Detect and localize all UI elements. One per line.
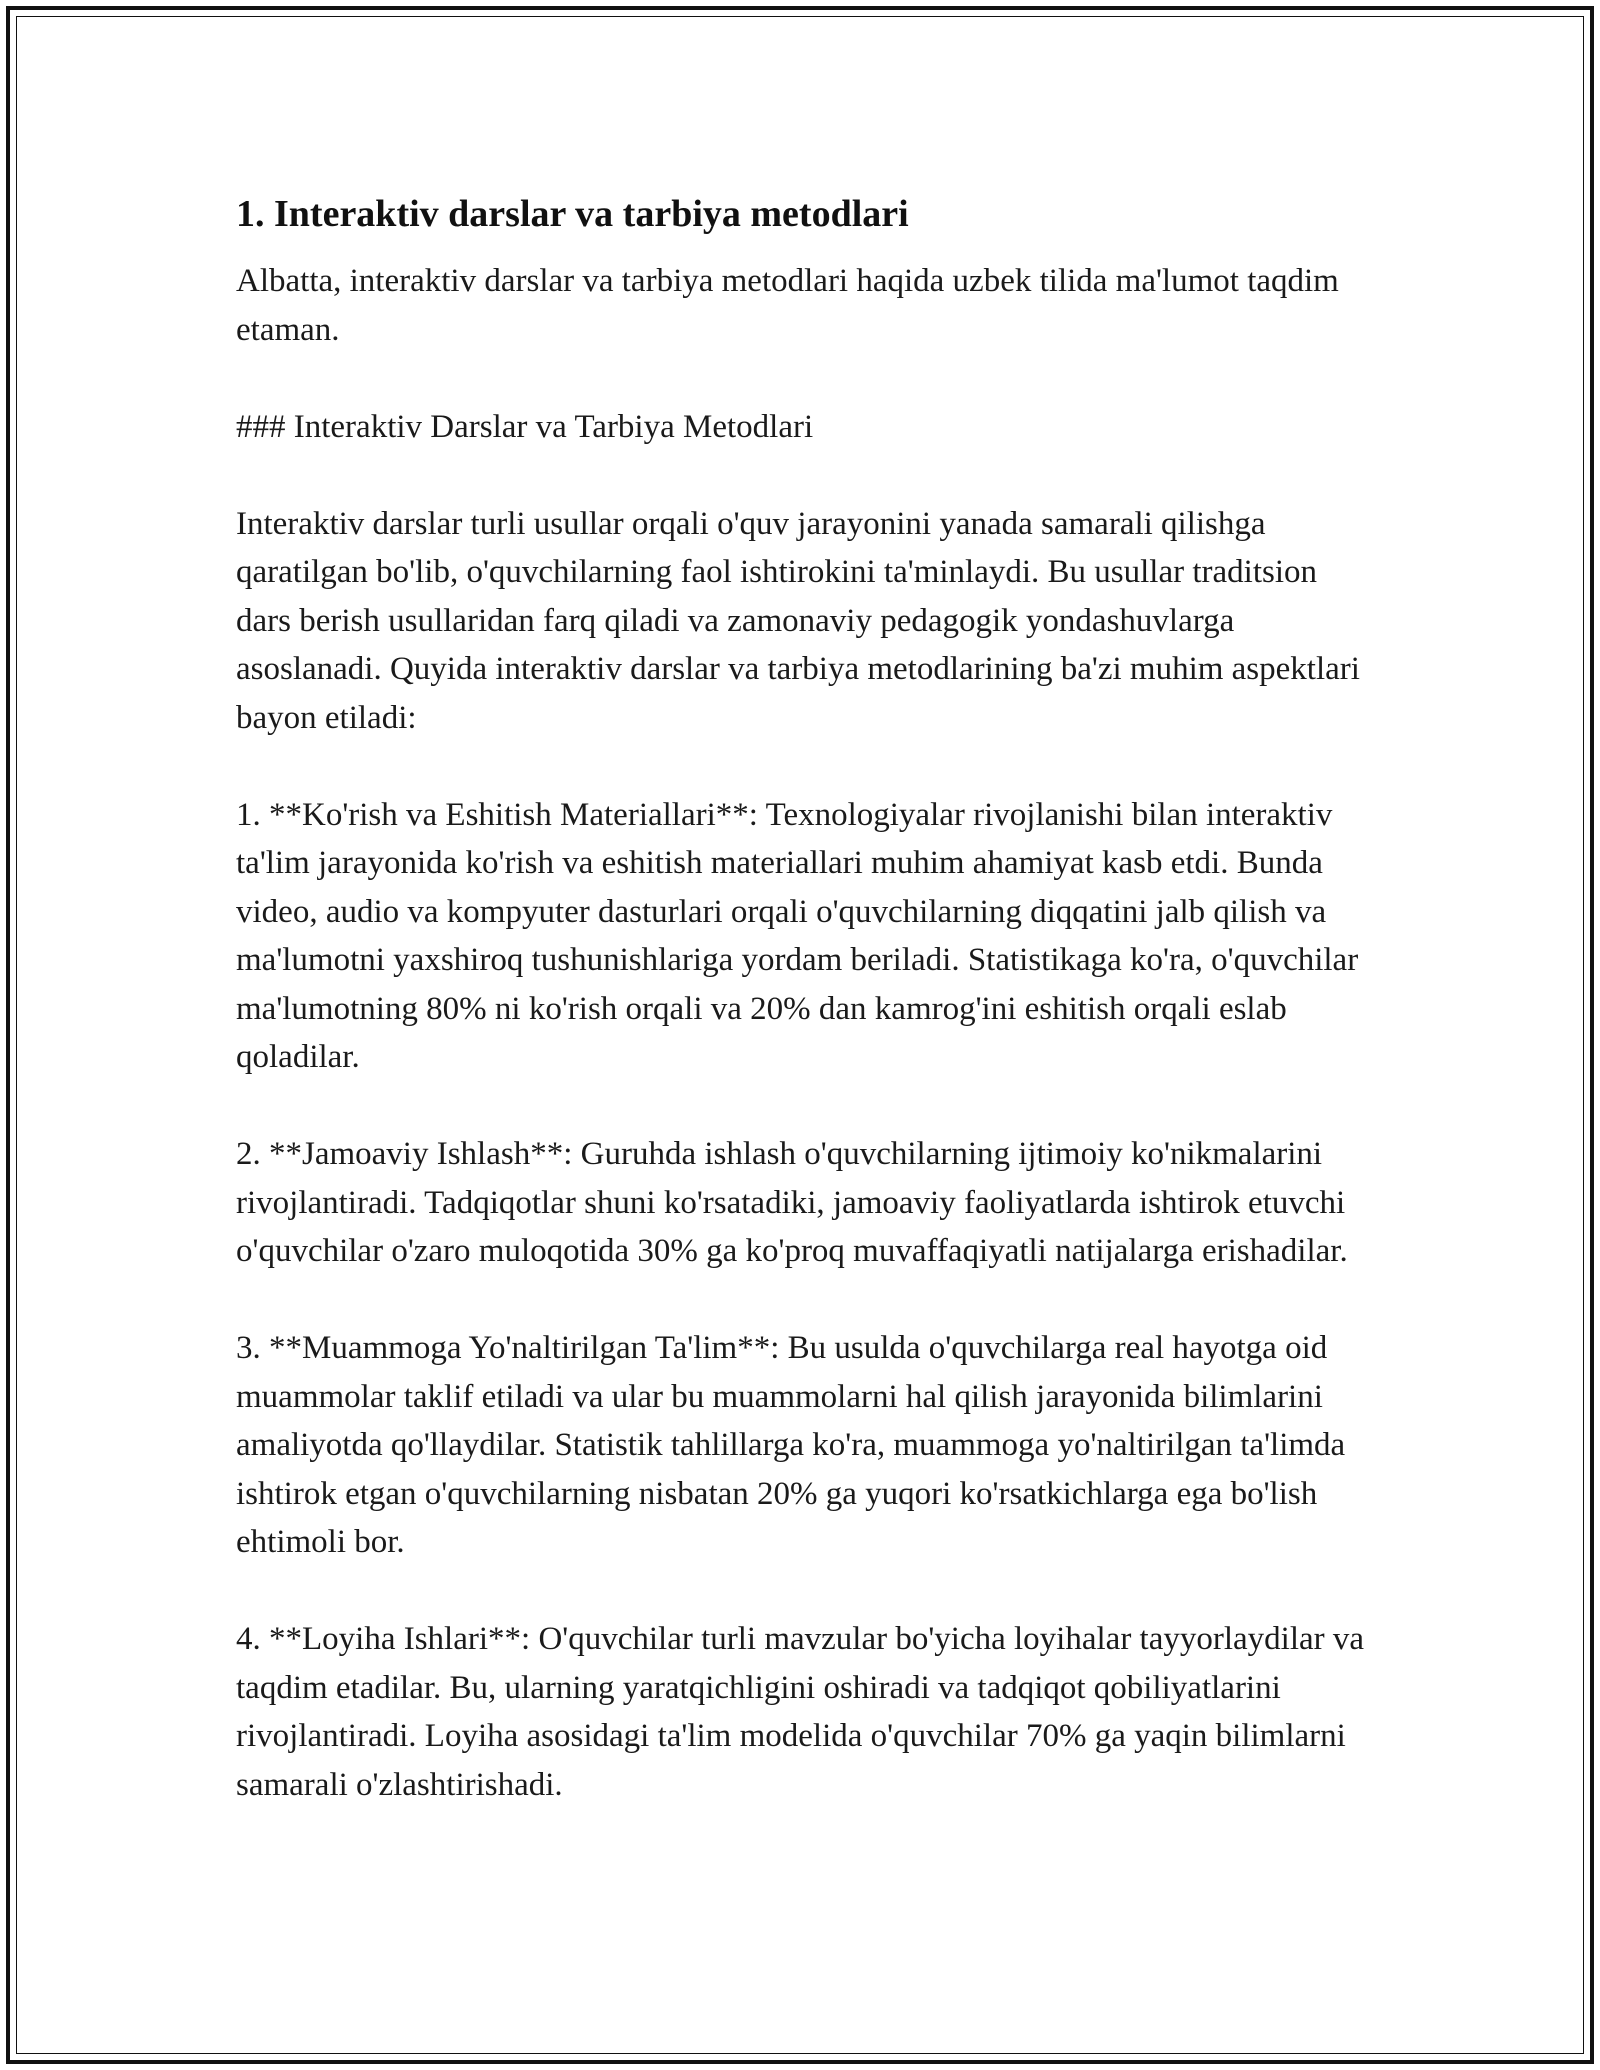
markdown-heading-text: ### Interaktiv Darslar va Tarbiya Metodlari [236,408,814,445]
list-item-3: 3. **Muammoga Yo'naltirilgan Ta'lim**: Bu usulda o'quvchilarga real hayotga oid muammolar taklif etiladi va ular bu muammolarni hal qilish jarayonida bilimlarini amaliyotda qo'llaydilar. Statistik tahlillarga ko'ra, muammoga yo'naltirilgan ta'limda ishtirok etgan o'quvchilarning nisbatan 20% ga yuqori ko'rsatkichlarga ega bo'lish ehtimoli bor. [236,1330,1346,1561]
list-item-1: 1. **Ko'rish va Eshitish Materiallari**: Texnologiyalar rivojlanishi bilan interaktiv ta'lim jarayonida ko'rish va eshitish materiallari muhim ahamiyat kasb etdi. Bunda video, audio va kompyuter dasturlari orqali o'quvchilarning diqqatini jalb qilish va ma'lumotni yaxshiroq tushunishlariga yordam beriladi. Statistikaga ko'ra, o'quvchilar ma'lumotning 80% ni ko'rish orqali va 20% dan kamrog'ini eshitish orqali eslab qoladilar. [236,796,1359,1076]
overview-paragraph: Interaktiv darslar turli usullar orqali o'quv jarayonini yanada samarali qilishga qaratilgan bo'lib, o'quvchilarning faol ishtirokini ta'minlaydi. Bu usullar traditsion dars berish usullaridan farq qiladi va zamonaviy pedagogik yondashuvlarga asoslanadi. Quyida interaktiv darslar va tarbiya metodlarining ba'zi muhim aspektlari bayon etiladi: [236,505,1360,736]
intro-paragraph: Albatta, interaktiv darslar va tarbiya metodlari haqida uzbek tilida ma'lumot taqdim etaman. [236,263,1339,348]
document-body [236,180,1371,1858]
document-title: 1. Interaktiv darslar va tarbiya metodlari [236,193,909,235]
list-item-2: 2. **Jamoaviy Ishlash**: Guruhda ishlash o'quvchilarning ijtimoiy ko'nikmalarini rivojlantiradi. Tadqiqotlar shuni ko'rsatadiki, jamoaviy faoliyatlarda ishtirok etuvchi o'quvchilar o'zaro muloqotida 30% ga ko'proq muvaffaqiyatli natijalarga erishadilar. [236,1136,1348,1270]
list-item-4: 4. **Loyiha Ishlari**: O'quvchilar turli mavzular bo'yicha loyihalar tayyorlaydilar va taqdim etadilar. Bu, ularning yaratqichligini oshiradi va tadqiqot qobiliyatlarini rivojlantiradi. Loyiha asosidagi ta'lim modelida o'quvchilar 70% ga yaqin bilimlarni samarali o'zlashtirishadi. [236,1621,1365,1803]
